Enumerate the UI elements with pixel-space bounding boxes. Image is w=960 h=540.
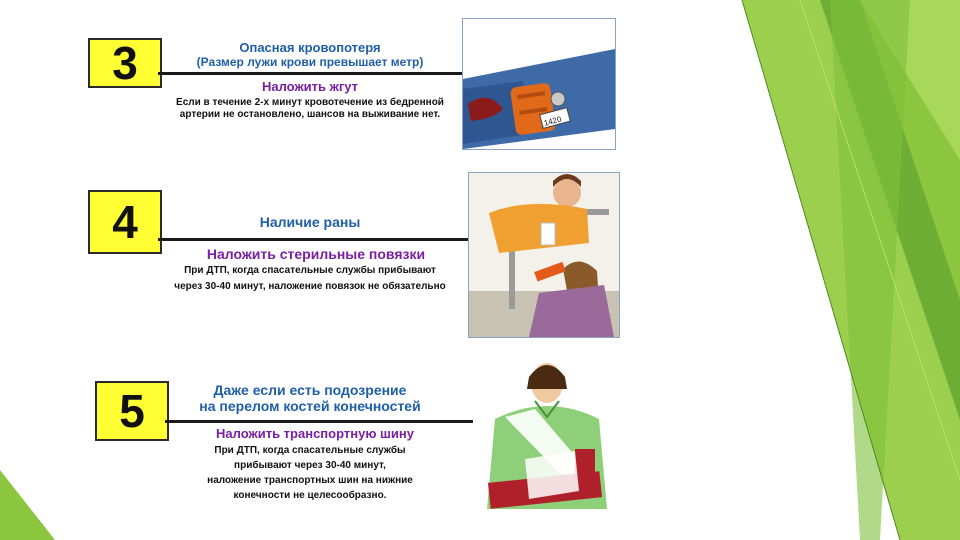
- step-5-note-line-2: прибывают через 30-40 минут,: [234, 460, 386, 471]
- step-4-note-line-1: При ДТП, когда спасательные службы прибывают: [184, 265, 436, 276]
- step-3-action: Наложить жгут: [261, 79, 359, 94]
- step-5-number: 5: [95, 381, 169, 441]
- step-5-note-line-3: наложение транспортных шин на нижние: [207, 475, 413, 486]
- step-5-action: Наложить транспортную шину: [216, 426, 414, 441]
- step-3-note-line-2: артерии не остановлено, шансов на выживание нет.: [179, 109, 441, 120]
- step-5-title-line-1: Даже если есть подозрение: [213, 382, 407, 398]
- step-3-subtitle: (Размер лужи крови превышает метр): [196, 55, 424, 69]
- step-4-note-line-2: через 30-40 минут, наложение повязок не обязательно: [174, 281, 446, 292]
- step-5-title-line-2: на перелом костей конечностей: [199, 398, 421, 414]
- tag-text: 1420: [542, 114, 563, 128]
- step-3-number: 3: [88, 38, 162, 88]
- step-4-action: Наложить стерильные повязки: [206, 246, 426, 262]
- step-3-note-line-1: Если в течение 2-х минут кровотечение из бедренной: [176, 97, 444, 108]
- step-3-title: Опасная кровопотеря: [239, 40, 381, 55]
- splint-illustration: [474, 358, 620, 510]
- step-5-rule: [165, 420, 473, 423]
- bandaging-illustration: [468, 172, 620, 338]
- step-4-title: Наличие раны: [259, 214, 361, 230]
- tourniquet-illustration: [462, 18, 616, 150]
- step-4-number: 4: [88, 190, 162, 254]
- step-5-note-line-4: конечности не целесообразно.: [233, 490, 387, 501]
- step-4-rule: [158, 238, 468, 241]
- step-5-note-line-1: При ДТП, когда спасательные службы: [214, 445, 406, 456]
- step-3-rule: [158, 72, 462, 75]
